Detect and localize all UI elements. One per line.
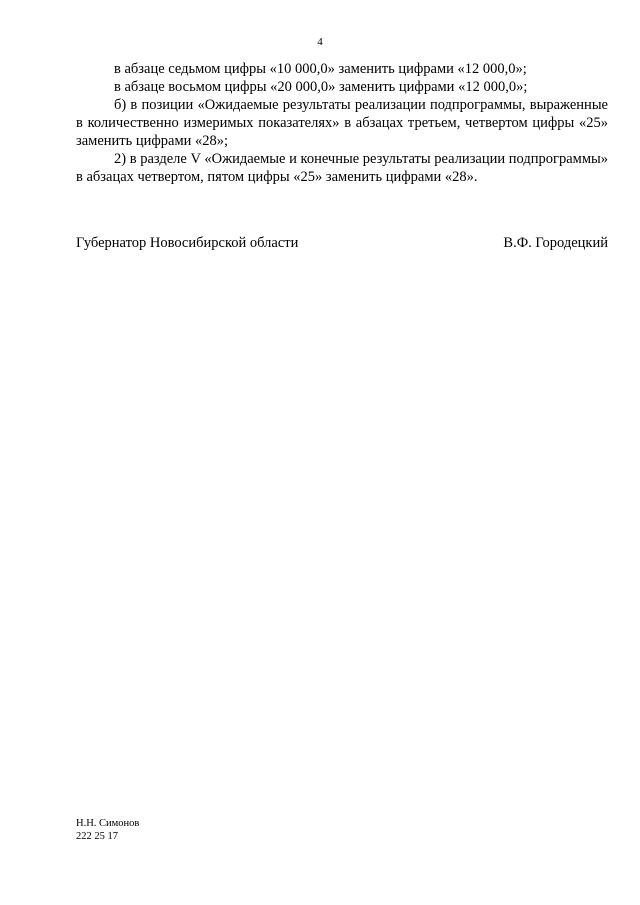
document-body xyxy=(76,60,608,186)
paragraph-paragraph-seven: в абзаце седьмом цифры «10 000,0» заменить цифрами «12 000,0»; xyxy=(114,61,527,77)
signature-block xyxy=(76,234,608,252)
paragraph-item-2: 2) в разделе V «Ожидаемые и конечные результаты реализации подпрограммы» в абзацах четвертом, пятом цифры «25» заменить цифрами «28». xyxy=(76,151,608,185)
signatory-position: Губернатор Новосибирской области xyxy=(76,235,299,251)
executor-name: Н.Н. Симонов xyxy=(76,818,140,829)
paragraph-item-b: б) в позиции «Ожидаемые результаты реализации подпрограммы, выраженные в количественно измеримых показателях» в абзацах третьем, четвертом цифры «25» заменить цифрами «28»; xyxy=(76,97,608,149)
signatory-name: В.Ф. Городецкий xyxy=(503,235,608,251)
executor-footer xyxy=(76,817,139,843)
page-number: 4 xyxy=(317,36,323,48)
executor-phone: 222 25 17 xyxy=(76,831,118,842)
paragraph-paragraph-eight: в абзаце восьмом цифры «20 000,0» заменить цифрами «12 000,0»; xyxy=(114,79,528,95)
